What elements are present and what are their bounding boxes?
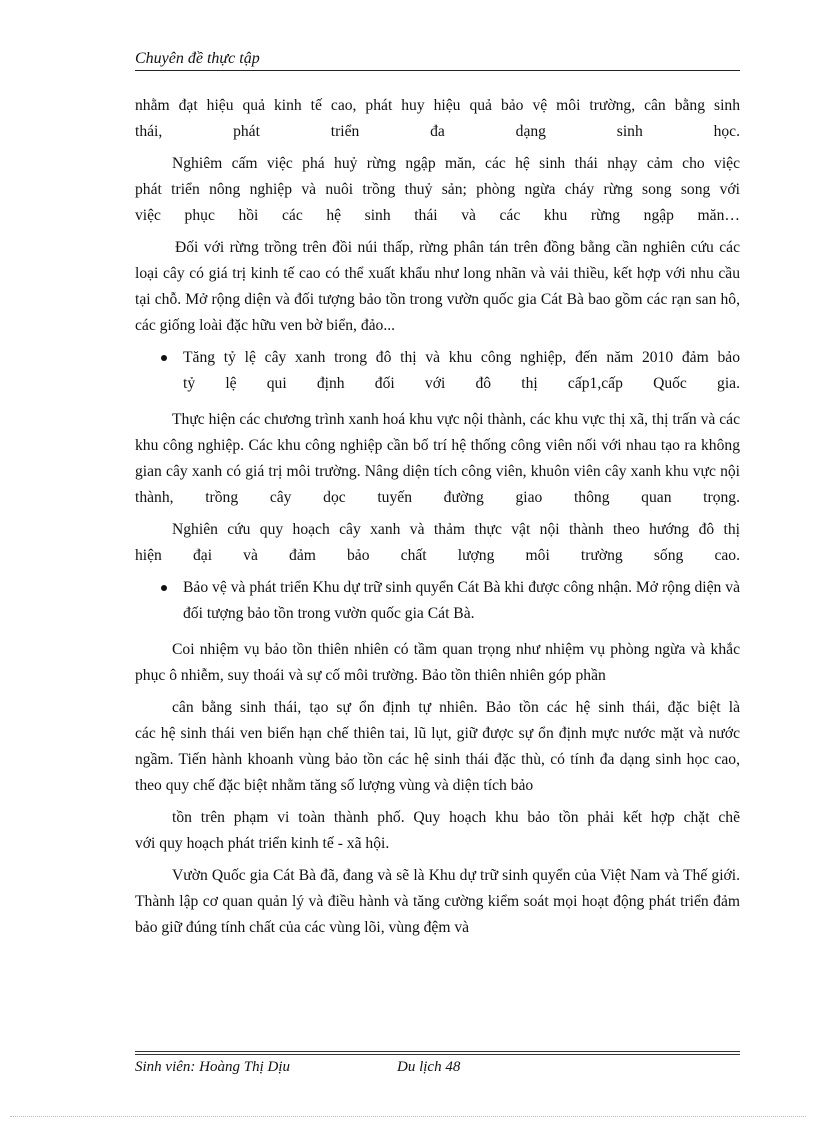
page-footer [135, 1051, 740, 1081]
header-title: Chuyên đề thực tập [135, 50, 260, 67]
paragraph-1 [135, 93, 740, 145]
footer-rule [135, 1054, 740, 1055]
bullet-1-line-2: tỷ lệ qui định đối với đô thị cấp1,cấp Quốc gia. [183, 375, 740, 392]
page-header [135, 48, 740, 72]
bullet-icon [161, 355, 167, 361]
bullet-2-text: Bảo vệ và phát triển Khu dự trữ sinh quyển Cát Bà khi được công nhận. Mở rộng diện và đối tượng bảo tồn trong vườn quốc gia Cát Bà. [183, 579, 740, 622]
paragraph-5-line-1: Nghiên cứu quy hoạch cây xanh và thảm thực vật nội thành theo hướng đô thị [172, 521, 740, 538]
paragraph-6: Coi nhiệm vụ bảo tồn thiên nhiên có tầm quan trọng như nhiệm vụ phòng ngừa và khắc phục ô nhiễm, suy thoái và sự cố môi trường. Bảo tồn thiên nhiên góp phần [135, 641, 740, 684]
bullet-1-line-1: Tăng tỷ lệ cây xanh trong đô thị và khu công nghiệp, đến năm 2010 đảm bảo [183, 349, 740, 366]
paragraph-1-line-1: nhằm đạt hiệu quả kinh tế cao, phát huy hiệu quả bảo vệ môi trường, cân bằng sinh [135, 97, 740, 114]
paragraph-8-line-1: tồn trên phạm vi toàn thành phố. Quy hoạch khu bảo tồn phải kết hợp chặt chẽ [172, 809, 740, 826]
paragraph-5-line-2: hiện đại và đảm bảo chất lượng môi trường sống cao. [135, 547, 740, 564]
paragraph-7-rest: các hệ sinh thái ven biển hạn chế thiên tai, lũ lụt, giữ được sự ổn định mực nước mặt và nước ngầm. Tiến hành khoanh vùng bảo tồn các hệ sinh thái đặc thù, có tính đa dạng sinh học cao, theo quy chế đặc biệt nhằm tăng số lượng vùng và diện tích bảo [135, 725, 740, 794]
footer-rule [135, 1051, 740, 1052]
page-bottom-border [10, 1116, 806, 1117]
bullet-item-2 [135, 575, 740, 627]
paragraph-7-line-1: cân bằng sinh thái, tạo sự ổn định tự nhiên. Bảo tồn các hệ sinh thái, đặc biệt là [172, 699, 740, 716]
paragraph-2-line-1: Nghiêm cấm việc phá huỷ rừng ngập măn, các hệ sinh thái nhạy cảm cho việc [172, 155, 740, 172]
paragraph-2-line-3: việc phục hồi các hệ sinh thái và các khu rừng ngập măn… [135, 207, 740, 224]
footer-class-name: Du lịch 48 [397, 1059, 461, 1075]
paragraph-9: Vườn Quốc gia Cát Bà đã, đang và sẽ là Khu dự trữ sinh quyển của Việt Nam và Thế giới. Thành lập cơ quan quản lý và điều hành và tăng cường kiểm soát mọi hoạt động phát triển đảm bảo giữ đúng tính chất của các vùng lõi, vùng đệm và [135, 867, 740, 936]
paragraph-2-line-2: phát triển nông nghiệp và nuôi trồng thuỷ sản; phòng ngừa cháy rừng song song với [135, 181, 740, 198]
bullet-item-1 [135, 345, 740, 397]
paragraph-8-rest: với quy hoạch phát triển kinh tế - xã hội. [135, 835, 390, 852]
paragraph-8 [135, 805, 740, 857]
paragraph-5 [135, 517, 740, 569]
paragraph-7 [135, 695, 740, 799]
bullet-icon [161, 585, 167, 591]
header-rule [135, 70, 740, 71]
paragraph-1-line-2: thái, phát triển đa dạng sinh học. [135, 123, 740, 140]
footer-student-name: Sinh viên: Hoàng Thị Dịu [135, 1059, 290, 1075]
paragraph-2 [135, 151, 740, 229]
paragraph-4: Thực hiện các chương trình xanh hoá khu vực nội thành, các khu vực thị xã, thị trấn và các khu công nghiệp. Các khu công nghiệp cần bố trí hệ thống công viên nối với nhau tạo ra không gian cây xanh có giá trị môi trường. Nâng diện tích công viên, khuôn viên cây xanh khu vực nội thành, trồng cây dọc tuyến đường giao thông quan trọng. [135, 411, 740, 506]
paragraph-3: Đối với rừng trồng trên đồi núi thấp, rừng phân tán trên đồng bằng cần nghiên cứu các loại cây có giá trị kinh tế cao có thể xuất khẩu như long nhãn và vải thiều, kết hợp với nhu cầu tại chỗ. Mở rộng diện và đối tượng bảo tồn trong vườn quốc gia Cát Bà bao gồm các rạn san hô, các giống loài đặc hữu ven bờ biển, đảo... [135, 239, 740, 334]
document-body [135, 93, 740, 947]
